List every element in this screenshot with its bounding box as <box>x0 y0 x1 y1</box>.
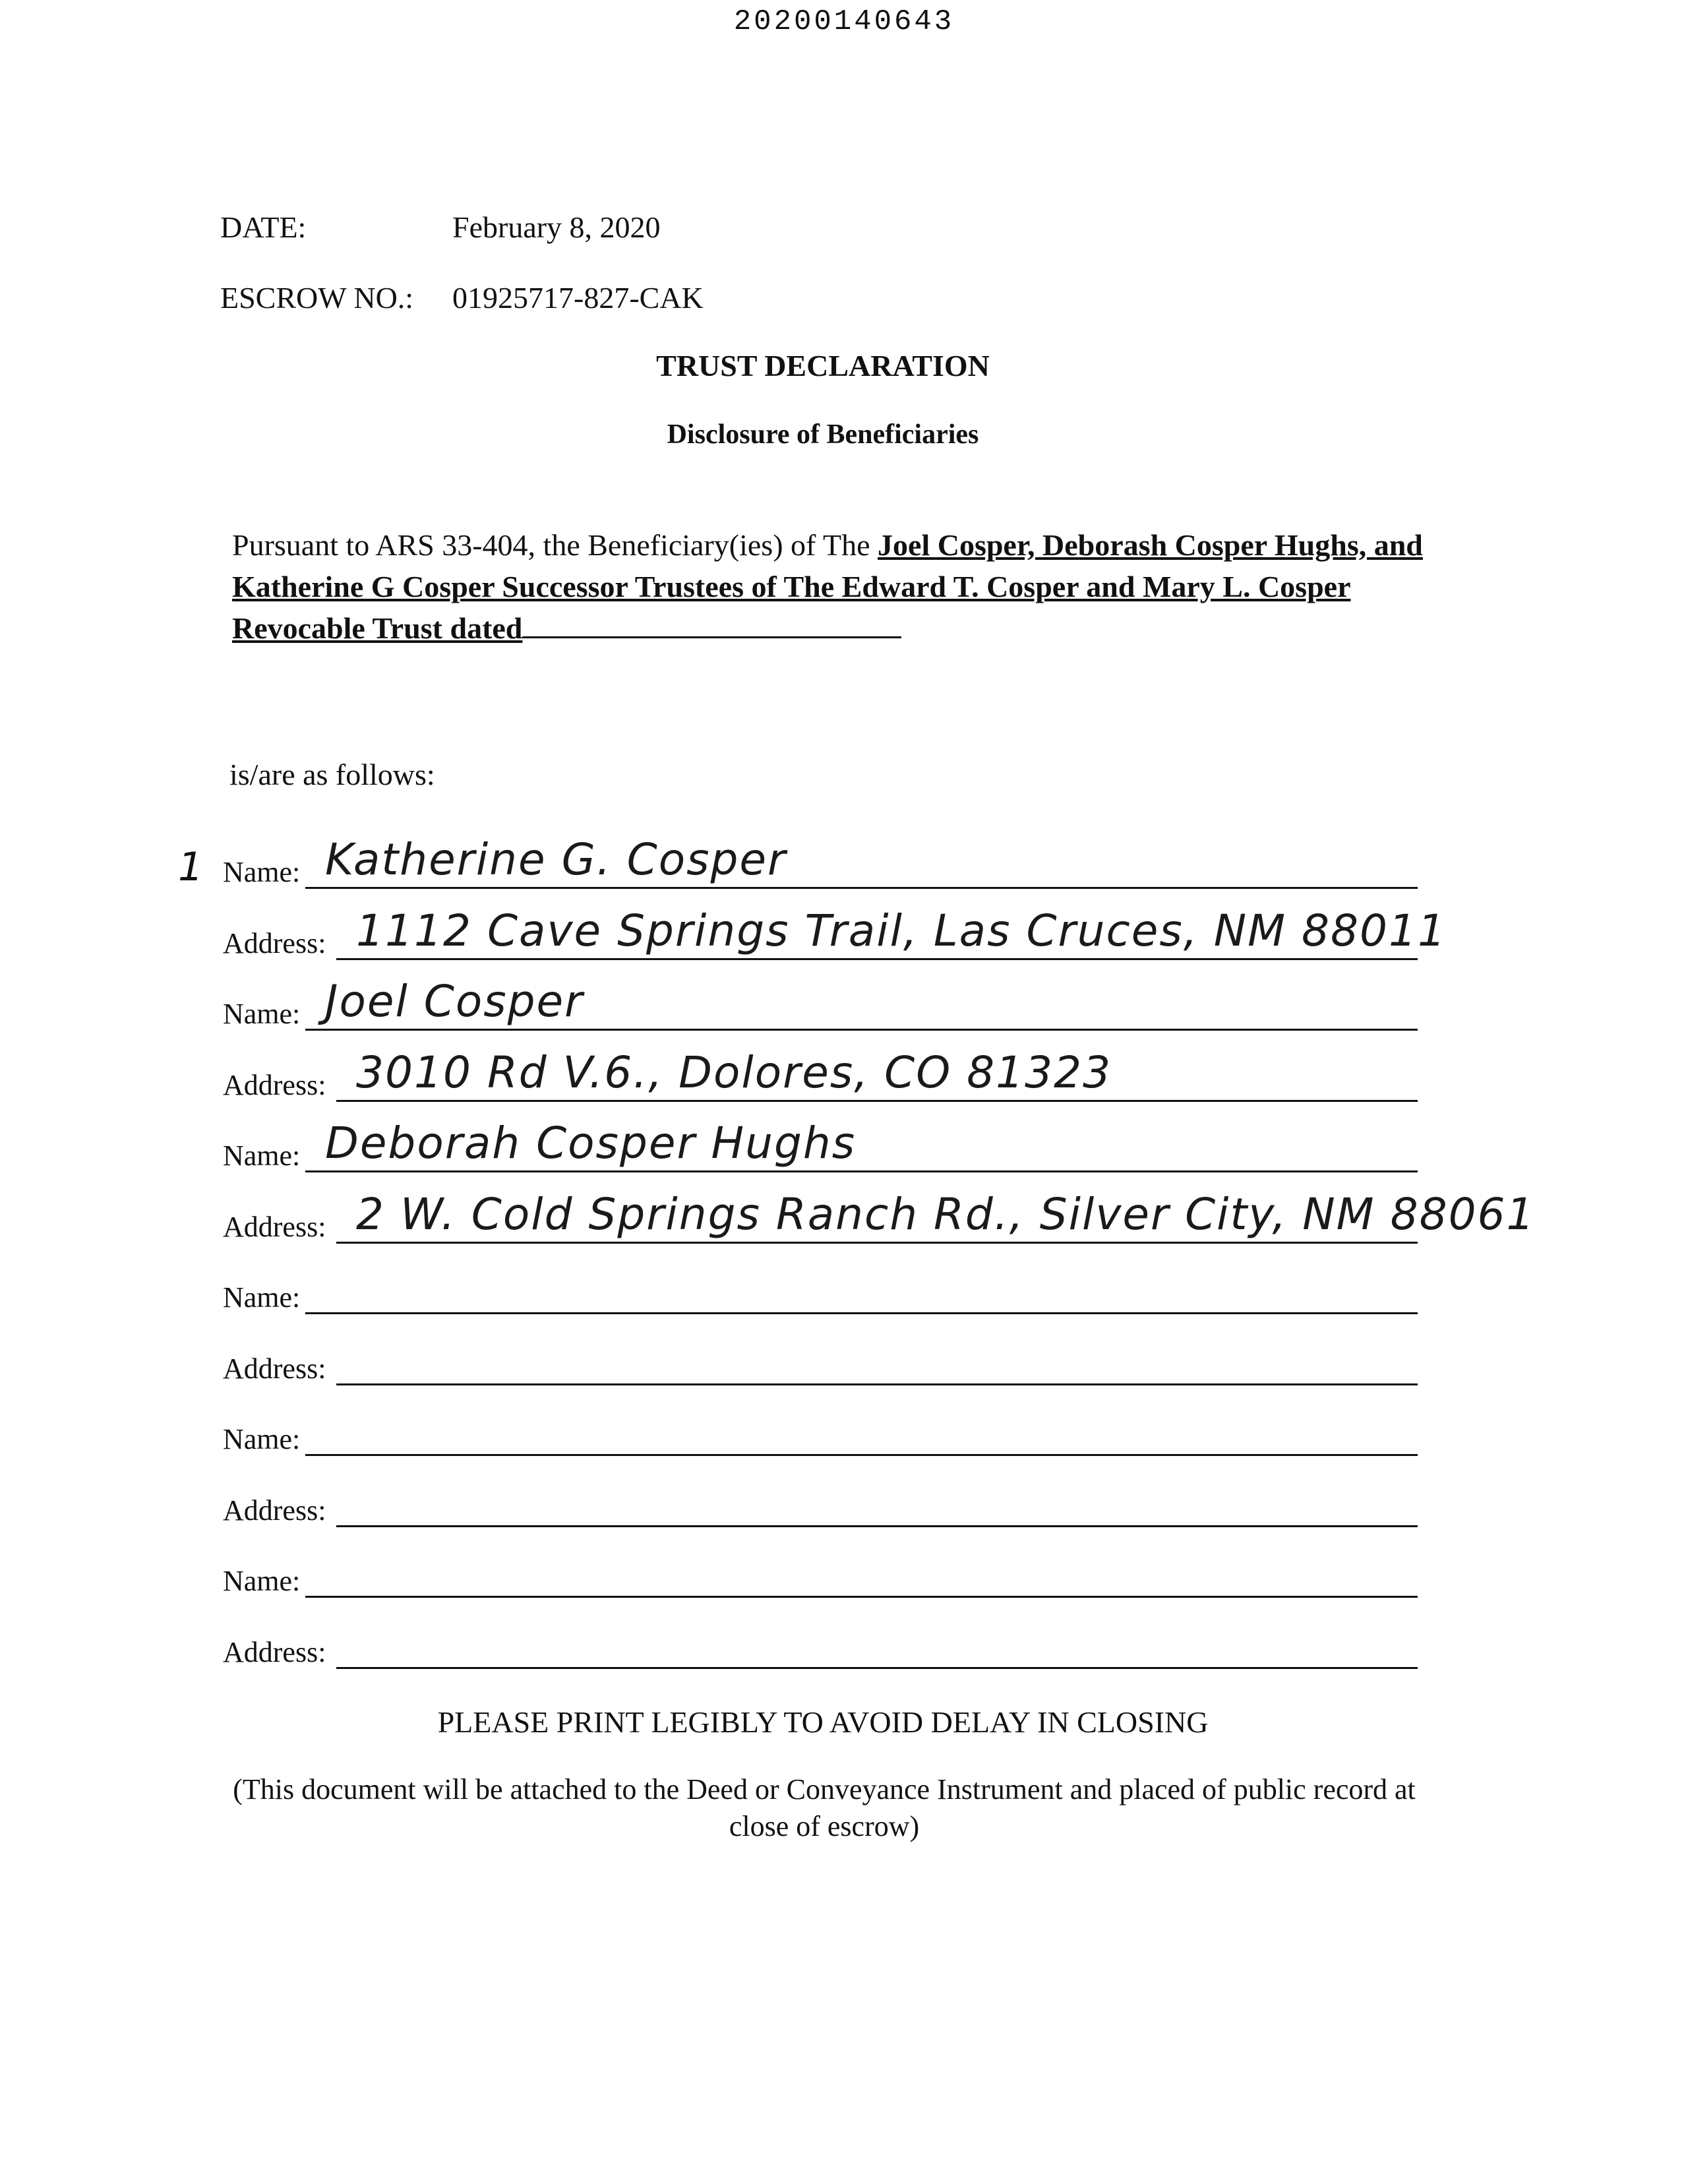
handwritten-name: Deborah Cosper Hughs <box>325 1118 857 1168</box>
name-label: Name: <box>223 998 301 1030</box>
footnote-line-2: close of escrow) <box>729 1810 920 1842</box>
address-underline <box>336 1667 1418 1669</box>
document-subtitle: Disclosure of Beneficiaries <box>667 419 979 450</box>
date-label: DATE: <box>220 210 307 244</box>
address-label: Address: <box>223 1210 326 1243</box>
name-label: Name: <box>223 1565 301 1597</box>
trust-paragraph <box>232 524 1472 649</box>
name-underline <box>305 1029 1418 1031</box>
name-label: Name: <box>223 1423 301 1455</box>
beneficiary-address-row <box>223 1046 1476 1106</box>
beneficiary-address-row <box>223 1188 1536 1248</box>
document-title: TRUST DECLARATION <box>656 349 990 382</box>
beneficiary-name-row <box>223 834 1476 893</box>
beneficiary-address-row <box>223 1489 1476 1531</box>
date-value: February 8, 2020 <box>452 210 661 244</box>
name-underline <box>305 887 1418 889</box>
footnote-line-1: (This document will be attached to the Deed or Conveyance Instrument and placed of public record at <box>233 1773 1416 1805</box>
address-label: Address: <box>223 1494 326 1527</box>
beneficiary-address-row <box>223 905 1476 964</box>
beneficiary-name-row <box>223 1560 1476 1602</box>
name-label: Name: <box>223 856 301 888</box>
address-underline <box>336 1383 1418 1385</box>
handwritten-name: Katherine G. Cosper <box>325 834 787 885</box>
address-underline <box>336 1525 1418 1527</box>
beneficiary-address-row <box>223 1347 1476 1389</box>
recording-number: 20200140643 <box>733 5 955 38</box>
intro-text: is/are as follows: <box>229 758 435 791</box>
beneficiary-name-row <box>223 1276 1476 1318</box>
name-underline <box>305 1170 1418 1172</box>
name-underline <box>305 1312 1418 1314</box>
name-label: Name: <box>223 1139 301 1172</box>
address-label: Address: <box>223 1068 326 1101</box>
name-underline <box>305 1454 1418 1456</box>
handwritten-address: 3010 Rd V.6., Dolores, CO 81323 <box>356 1046 1112 1098</box>
address-underline <box>336 1242 1418 1244</box>
address-label: Address: <box>223 1352 326 1385</box>
beneficiary-address-row <box>223 1631 1476 1673</box>
address-label: Address: <box>223 1635 326 1668</box>
name-label: Name: <box>223 1281 301 1314</box>
trust-date-blank <box>522 610 901 638</box>
handwritten-address: 2 W. Cold Springs Ranch Rd., Silver City, NM 88061 <box>356 1188 1536 1240</box>
notice-text: PLEASE PRINT LEGIBLY TO AVOID DELAY IN CLOSING <box>437 1705 1209 1739</box>
paragraph-lead: Pursuant to ARS 33-404, the Beneficiary(ies) of The <box>232 528 878 562</box>
beneficiary-name-row <box>223 1118 1476 1176</box>
handwritten-name: Joel Cosper <box>325 976 584 1027</box>
escrow-number-value: 01925717-827-CAK <box>452 281 704 315</box>
trust-name: Joel Cosper, Deborash Cosper Hughs, and Katherine G Cosper Successor Trustees of The Edward T. Cosper and Mary L. Cosper Revocable Trust dated <box>232 528 1423 645</box>
address-underline <box>336 1100 1418 1102</box>
beneficiary-name-row <box>223 976 1476 1035</box>
name-underline <box>305 1596 1418 1598</box>
margin-mark: 1 <box>178 844 204 890</box>
beneficiary-name-row <box>223 1418 1476 1460</box>
address-label: Address: <box>223 926 326 959</box>
handwritten-address: 1112 Cave Springs Trail, Las Cruces, NM 88011 <box>356 905 1447 956</box>
escrow-number-label: ESCROW NO.: <box>220 281 414 315</box>
address-underline <box>336 958 1418 960</box>
